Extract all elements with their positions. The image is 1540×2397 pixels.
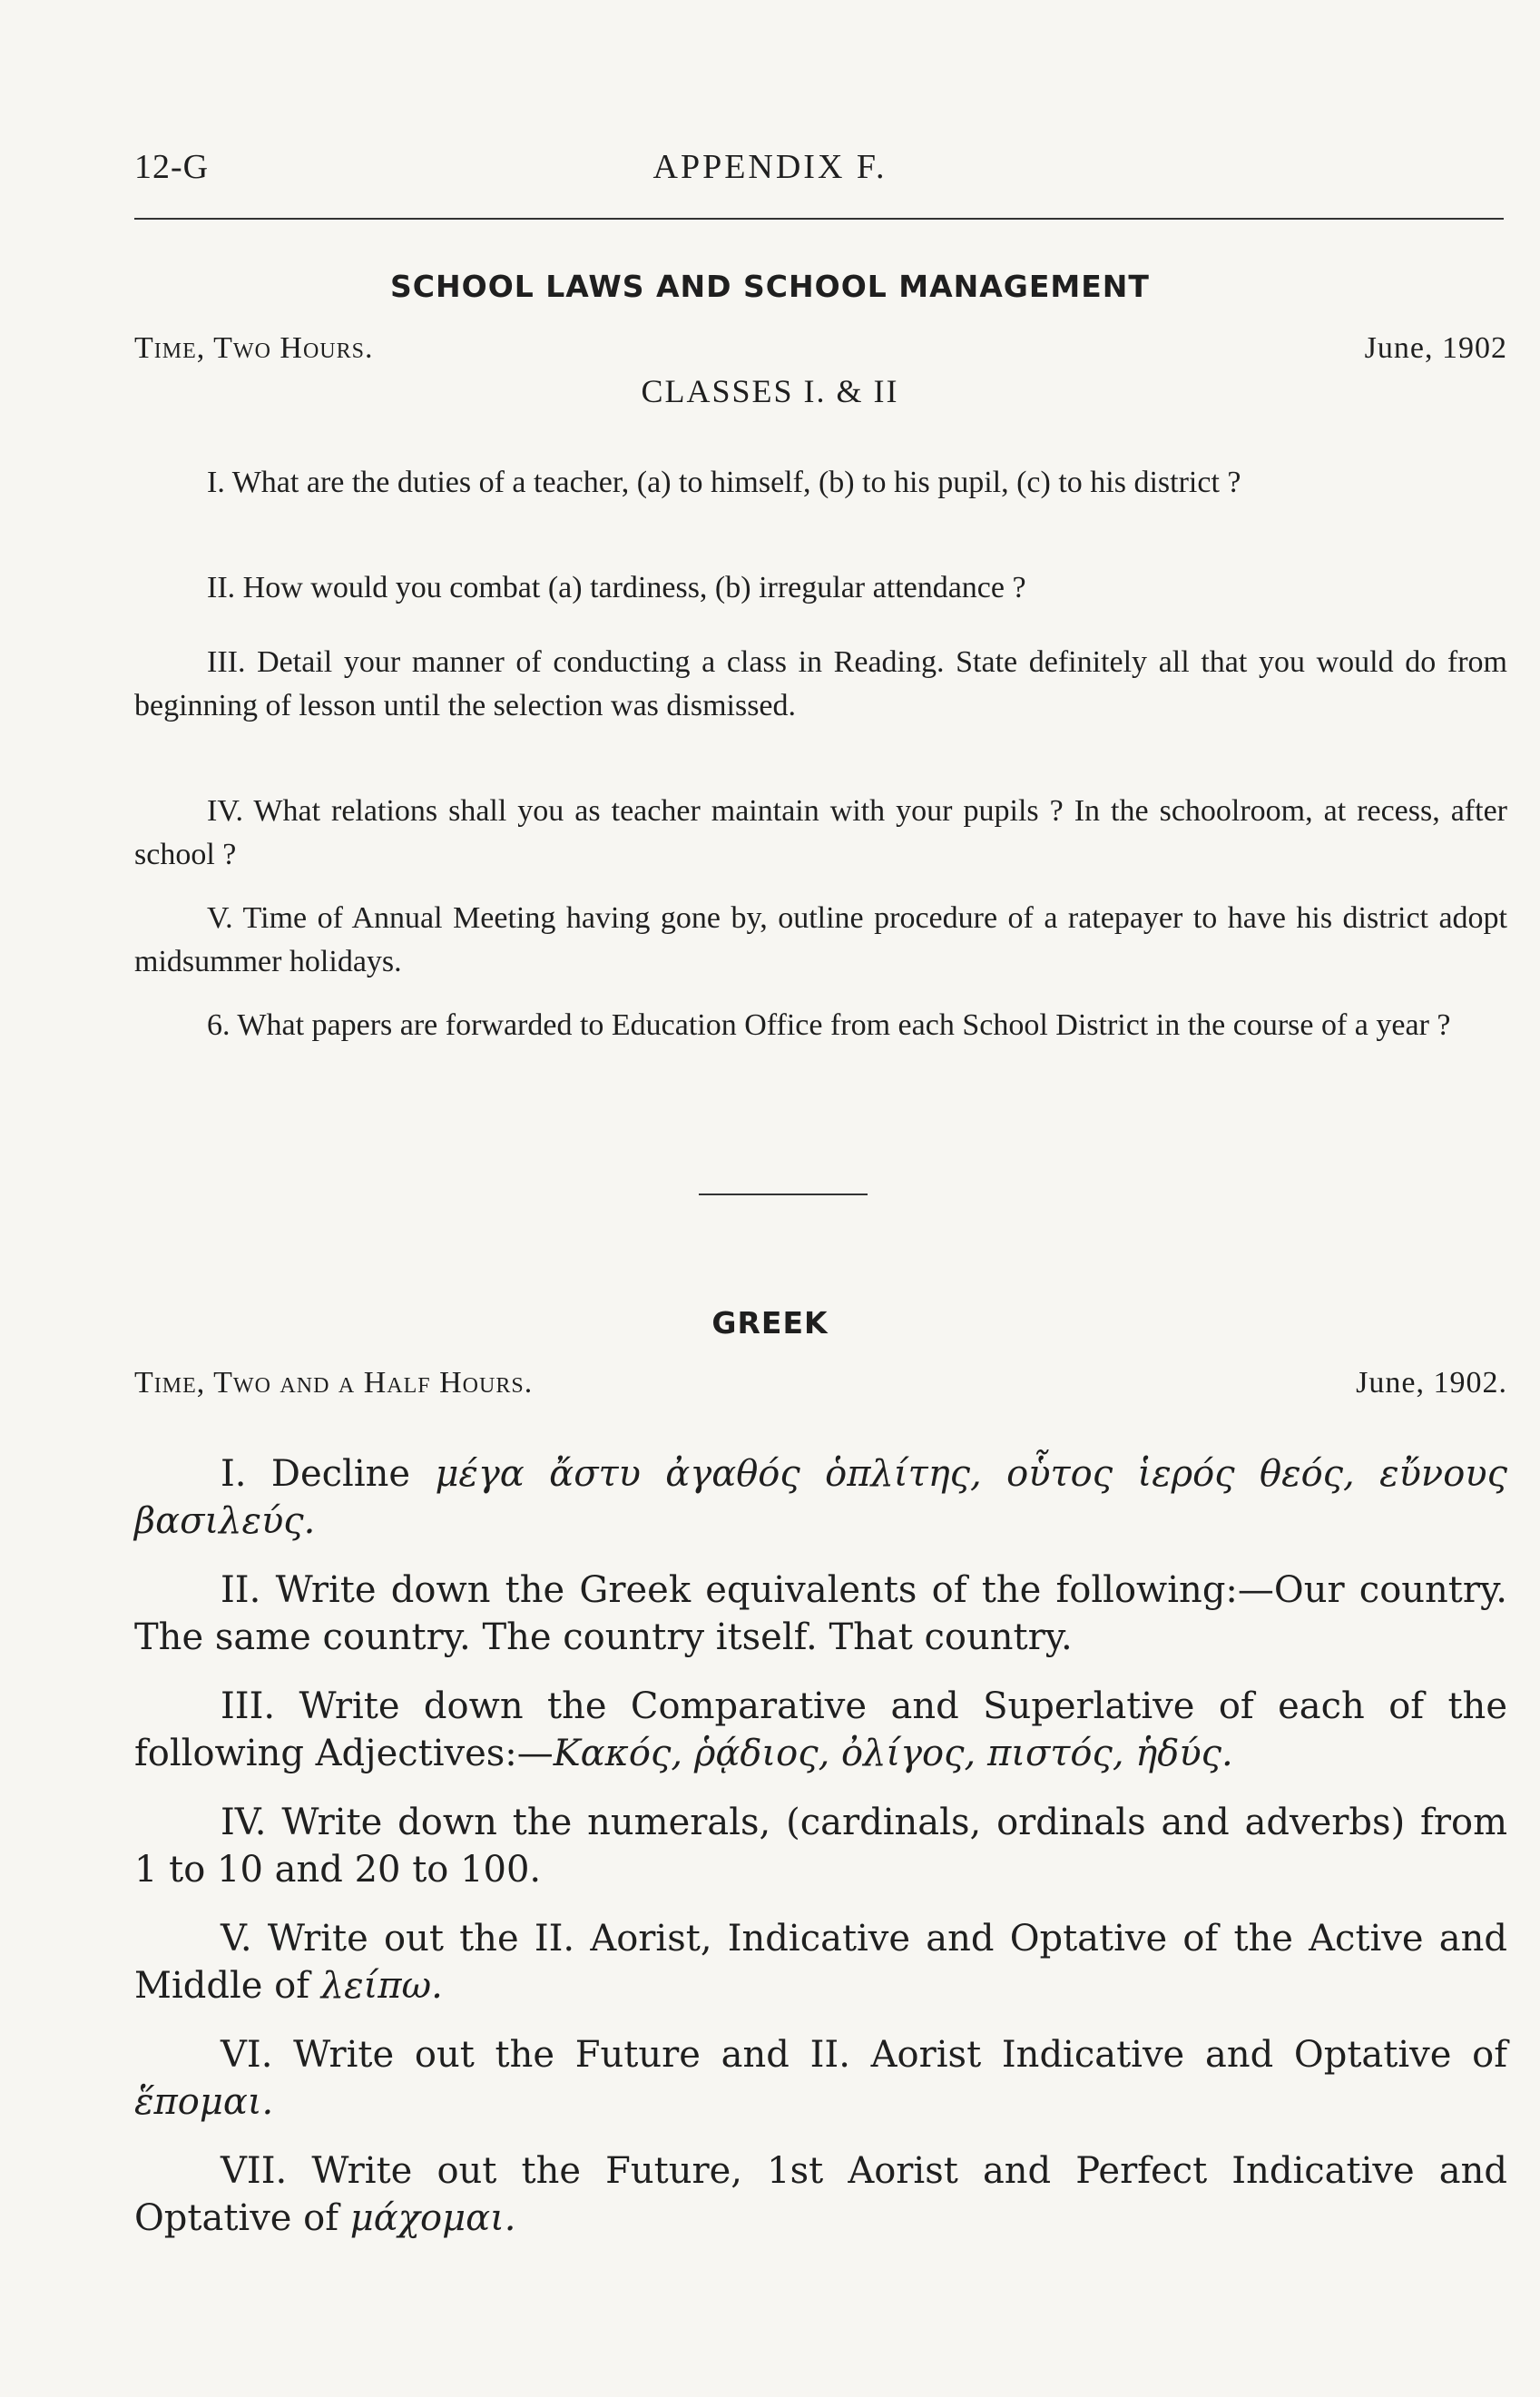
question [134, 461, 1507, 505]
question-number: VII. [221, 2150, 288, 2192]
question-text: Write down the Greek equivalents of the following:—Our country. The same country. The country itself. That country. [134, 1569, 1508, 1658]
greek-text: λείπω. [320, 1965, 443, 2007]
question-text: What relations shall you as teacher maintain with your pupils ? In the schoolroom, at recess, after school ? [134, 794, 1507, 871]
question-number: IV. [207, 794, 243, 828]
page-number: 12-G [134, 148, 210, 186]
question [134, 566, 1507, 610]
question-block [134, 1915, 1507, 2009]
greek-text: Κακός, ῥᾴδιος, ὀλίγος, πιστός, ἡδύς. [553, 1733, 1233, 1774]
question-number: VI. [221, 2034, 273, 2076]
question-block [134, 897, 1507, 984]
question [134, 2147, 1507, 2242]
question [134, 1799, 1507, 1893]
question-number: II. [221, 1569, 261, 1611]
question-block [134, 461, 1507, 505]
question-number: V. [207, 901, 233, 935]
question-text: Time of Annual Meeting having gone by, outline procedure of a ratepayer to have his district adopt midsummer holidays. [134, 901, 1507, 978]
question-text: Write out the II. Aorist, Indicative and Optative of the Active and Middle of [134, 1918, 1507, 2007]
question [134, 2031, 1507, 2126]
question-number: V. [221, 1918, 252, 1960]
question-number: I. [207, 466, 225, 499]
greek-text: μάχομαι. [349, 2197, 516, 2239]
question-number: 6. [207, 1008, 231, 1042]
question [134, 1915, 1507, 2009]
greek-text: μέγα ἄστυ ἀγαθός ὁπλίτης, οὗτος ἱερός θεός, εὔνους βασιλεύς. [134, 1453, 1508, 1542]
question-block [134, 2031, 1507, 2126]
question-block [134, 566, 1507, 610]
question-block [134, 641, 1507, 728]
header-rule [134, 218, 1504, 220]
question-text: Write down the numerals, (cardinals, ordinals and adverbs) from 1 to 10 and 20 to 100. [134, 1802, 1507, 1891]
question-text: Decline [270, 1453, 411, 1495]
question-number: III. [221, 1685, 276, 1727]
section1-classes: CLASSES I. & II [641, 373, 899, 409]
question-number: II. [207, 571, 236, 604]
section1-date: June, 1902 [1364, 331, 1507, 365]
question-block [134, 2147, 1507, 2242]
question-text: What papers are forwarded to Education Office from each School District in the course of a year ? [237, 1008, 1451, 1042]
question [134, 641, 1507, 728]
question [134, 790, 1507, 877]
question [134, 897, 1507, 984]
question-number: IV. [221, 1802, 267, 1843]
question-text: Write down the Comparative and Superlative of each of the following Adjectives:— [134, 1685, 1507, 1774]
question-text: Write out the Future, 1st Aorist and Perfect Indicative and Optative of [134, 2150, 1507, 2239]
section-title-greek: GREEK [711, 1305, 829, 1341]
question-block [134, 1683, 1507, 1777]
section2-time: Time, Two and a Half Hours. [134, 1366, 534, 1400]
question-block [134, 1004, 1507, 1047]
question [134, 1004, 1507, 1047]
question-block [134, 1567, 1507, 1661]
question-text: What are the duties of a teacher, (a) to himself, (b) to his pupil, (c) to his district ? [231, 466, 1241, 499]
question-number: I. [221, 1453, 247, 1495]
greek-text: ἕπομαι. [134, 2081, 274, 2123]
running-title: APPENDIX F. [652, 148, 888, 186]
section-title-school-laws: SCHOOL LAWS AND SCHOOL MANAGEMENT [390, 269, 1150, 304]
section1-time: Time, Two Hours. [134, 331, 374, 365]
question-number: III. [207, 645, 246, 679]
question [134, 1450, 1507, 1545]
running-head [134, 147, 1406, 192]
section2-date: June, 1902. [1356, 1366, 1507, 1400]
question-text: Write out the Future and II. Aorist Indicative and Optative of [293, 2034, 1508, 2076]
question-text: How would you combat (a) tardiness, (b) irregular attendance ? [242, 571, 1026, 604]
question-text: Detail your manner of conducting a class in Reading. State definitely all that you would do from beginning of lesson until the selection was dismissed. [134, 645, 1507, 722]
question [134, 1683, 1507, 1777]
question-block [134, 1799, 1507, 1893]
question-block [134, 1450, 1507, 1545]
question-block [134, 790, 1507, 877]
section-divider [699, 1194, 868, 1195]
question [134, 1567, 1507, 1661]
